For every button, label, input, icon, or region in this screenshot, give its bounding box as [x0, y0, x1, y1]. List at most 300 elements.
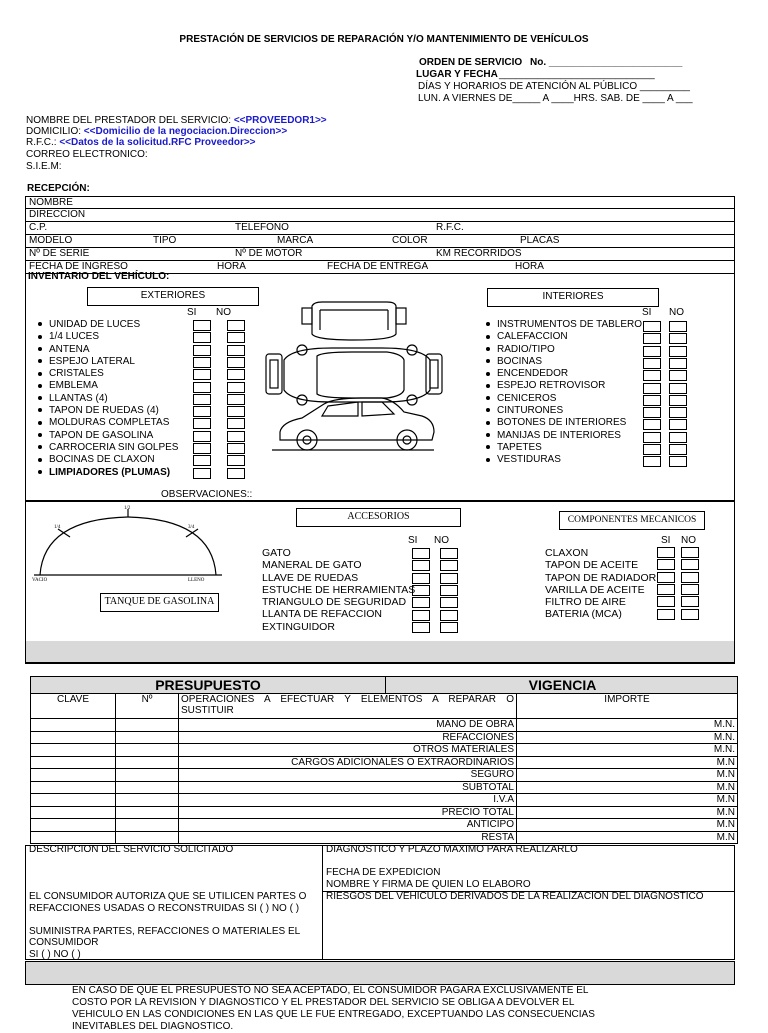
horario-lun-vie: LUN. A VIERNES DE_____ A ____HRS. SAB. DE ____ A ___: [418, 93, 693, 104]
interiores-list: [486, 319, 642, 467]
clave-cell[interactable]: [31, 831, 116, 844]
list-item: [38, 331, 178, 343]
bullet-icon: [38, 433, 42, 437]
checkbox-no[interactable]: [669, 395, 687, 406]
exteriores-si-label: SI: [187, 307, 197, 318]
fuel-gauge-icon: [28, 505, 228, 587]
provider-correo-label: CORREO ELECTRONICO:: [26, 149, 148, 160]
list-item: [38, 380, 178, 392]
checkbox-no[interactable]: [669, 333, 687, 344]
accesorios-list: [262, 547, 415, 633]
descripcion-label: DESCRIPCION DEL SERVICIO SOLICITADO: [29, 844, 234, 855]
reception-nombre-label: NOMBRE: [29, 197, 73, 208]
bullet-icon: [486, 359, 490, 363]
clave-cell[interactable]: [31, 769, 116, 782]
presupuesto-row: [31, 831, 738, 844]
gauge-vacio-label: VACIO: [32, 578, 48, 583]
bullet-icon: [486, 421, 490, 425]
presupuesto-row: [31, 819, 738, 832]
checkbox-no[interactable]: [227, 406, 245, 417]
checkbox-si[interactable]: [643, 383, 661, 394]
list-item-label: MOLDURAS COMPLETAS: [49, 417, 170, 429]
list-item: [486, 368, 642, 380]
checkbox-si[interactable]: [657, 559, 675, 570]
list-item: [38, 405, 178, 417]
checkbox-no[interactable]: [669, 432, 687, 443]
checkbox-no[interactable]: [669, 346, 687, 357]
bullet-icon: [486, 433, 490, 437]
reception-marca-label: MARCA: [277, 235, 314, 246]
list-item-label: 1/4 LUCES: [49, 331, 100, 343]
reception-telefono-label: TELEFONO: [235, 222, 289, 233]
reception-fecha-entrega-label: FECHA DE ENTREGA: [327, 261, 429, 272]
presupuesto-row: [31, 769, 738, 782]
checkbox-no[interactable]: [227, 357, 245, 368]
list-item-label: TRIANGULO DE SEGURIDAD: [262, 596, 407, 609]
checkbox-si[interactable]: [657, 609, 675, 620]
reception-row-direccion: [25, 209, 735, 222]
concept-label: SEGURO: [179, 769, 517, 782]
list-item: [545, 584, 656, 596]
tanque-gasolina-label: TANQUE DE GASOLINA: [100, 593, 219, 612]
provider-name-value: <<PROVEEDOR1>>: [233, 115, 327, 126]
num-cell[interactable]: [116, 819, 179, 832]
list-item-label: CINTURONES: [497, 405, 564, 417]
accesorios-header: ACCESORIOS: [296, 508, 461, 527]
concept-label: RESTA: [179, 831, 517, 844]
concept-label: ANTICIPO: [179, 819, 517, 832]
importe-header: IMPORTE: [517, 694, 738, 719]
concept-label: OTROS MATERIALES: [179, 744, 517, 757]
checkbox-si[interactable]: [643, 456, 661, 467]
bullet-icon: [38, 445, 42, 449]
checkbox-si[interactable]: [193, 418, 211, 429]
checkbox-no[interactable]: [681, 584, 699, 595]
list-item: [486, 331, 642, 343]
num-cell[interactable]: [116, 719, 179, 732]
list-item-label: TAPON DE RUEDAS (4): [49, 405, 159, 417]
list-item-label: RADIO/TIPO: [497, 343, 555, 355]
bottom-divider: [322, 845, 323, 960]
checkbox-no[interactable]: [440, 573, 458, 584]
observaciones-label: OBSERVACIONES::: [161, 489, 253, 500]
list-item: [38, 356, 178, 368]
operaciones-header: OPERACIONES A EFECTUAR Y ELEMENTOS A REPARAR O SUSTITUIR: [179, 694, 517, 719]
gauge-q3-label: 3/4: [188, 525, 195, 530]
final-text-line4: INEVITABLES DEL DIAGNOSTICO.: [72, 1021, 234, 1032]
list-item: [262, 596, 415, 608]
importe-unit: M.N.: [517, 744, 738, 757]
bullet-icon: [38, 372, 42, 376]
gray-band-2: [25, 961, 735, 985]
reception-km-label: KM RECORRIDOS: [436, 248, 522, 259]
list-item: [486, 393, 642, 405]
presupuesto-head-row: [31, 694, 738, 719]
list-item-label: INSTRUMENTOS DE TABLERO: [497, 319, 643, 330]
checkbox-si[interactable]: [193, 394, 211, 405]
clave-cell[interactable]: [31, 806, 116, 819]
checkbox-no[interactable]: [669, 456, 687, 467]
checkbox-no[interactable]: [681, 572, 699, 583]
list-item-label: BOCINAS: [497, 355, 543, 367]
list-item-label: EMBLEMA: [49, 380, 98, 392]
checkbox-no[interactable]: [669, 407, 687, 418]
num-cell[interactable]: [116, 831, 179, 844]
clave-cell[interactable]: [31, 756, 116, 769]
checkbox-no[interactable]: [669, 358, 687, 369]
list-item: [486, 405, 642, 417]
list-item: [262, 608, 415, 620]
checkbox-no[interactable]: [227, 455, 245, 466]
list-item: [486, 417, 642, 429]
checkbox-no[interactable]: [227, 418, 245, 429]
importe-unit: M.N.: [517, 719, 738, 732]
num-cell[interactable]: [116, 756, 179, 769]
checkbox-si[interactable]: [193, 455, 211, 466]
list-item: [262, 572, 415, 584]
clave-cell[interactable]: [31, 731, 116, 744]
provider-siem-label: S.I.E.M:: [26, 161, 62, 172]
list-item: [486, 442, 642, 454]
checkbox-si[interactable]: [193, 357, 211, 368]
checkbox-si[interactable]: [643, 370, 661, 381]
checkbox-no[interactable]: [227, 332, 245, 343]
list-item-label: MANIJAS DE INTERIORES: [497, 429, 621, 441]
list-item: [38, 430, 178, 442]
gauge-q1-label: 1/4: [54, 525, 61, 530]
page-title: PRESTACIÓN DE SERVICIOS DE REPARACIÓN Y/O MANTENIMIENTO DE VEHÍCULOS: [179, 34, 589, 45]
list-item-label: CRISTALES: [49, 368, 104, 380]
reception-modelo-label: MODELO: [29, 235, 73, 246]
componentes-no-label: NO: [681, 535, 696, 546]
list-item-label: ESTUCHE DE HERRAMIENTAS: [262, 583, 416, 596]
importe-unit: M.N: [517, 819, 738, 832]
list-item-label: CLAXON: [545, 547, 589, 559]
bullet-icon: [486, 322, 490, 326]
checkbox-si[interactable]: [657, 596, 675, 607]
exteriores-no-label: NO: [216, 307, 231, 318]
list-item-label: VESTIDURAS: [497, 454, 561, 466]
checkbox-si[interactable]: [193, 406, 211, 417]
reception-serie-label: Nº DE SERIE: [29, 248, 90, 259]
list-item: [38, 344, 178, 356]
provider-rfc-row: [26, 137, 256, 149]
suministra-line3: SI ( ) NO ( ): [29, 949, 81, 960]
checkbox-si[interactable]: [657, 584, 675, 595]
bullet-icon: [38, 408, 42, 412]
checkbox-no[interactable]: [669, 321, 687, 332]
concept-label: PRECIO TOTAL: [179, 806, 517, 819]
final-text-line1: EN CASO DE QUE EL PRESUPUESTO NO SEA ACEPTADO, EL CONSUMIDOR PAGARA EXCLUSIVAMENTE EL: [72, 985, 589, 996]
clave-cell[interactable]: [31, 781, 116, 794]
list-item-label: LIMPIADORES (PLUMAS): [49, 466, 171, 478]
list-item-label: TAPON DE ACEITE: [545, 559, 639, 572]
bullet-icon: [486, 396, 490, 400]
checkbox-si[interactable]: [643, 432, 661, 443]
list-item: [545, 596, 656, 608]
inventory-title: INVENTARIO DEL VEHÍCULO:: [28, 271, 170, 282]
list-item: [545, 608, 656, 620]
checkbox-si[interactable]: [657, 572, 675, 583]
checkbox-si[interactable]: [657, 547, 675, 558]
bullet-icon: [486, 458, 490, 462]
num-cell[interactable]: [116, 794, 179, 807]
list-item: [545, 559, 656, 571]
list-item: [545, 547, 656, 559]
importe-unit: M.N: [517, 756, 738, 769]
list-item-label: ENCENDEDOR: [497, 368, 569, 380]
checkbox-no[interactable]: [669, 370, 687, 381]
nombre-firma-label: NOMBRE Y FIRMA DE QUIEN LO ELABORO: [326, 879, 531, 890]
reception-direccion-label: DIRECCION: [29, 209, 86, 220]
list-item: [486, 344, 642, 356]
list-item-label: BOCINAS DE CLAXON: [49, 454, 155, 466]
interiores-header: INTERIORES: [487, 288, 659, 307]
final-text-line3: VEHICULO EN LAS CONDICIONES EN LAS QUE LE FUE ENTREGADO, EXCEPTUANDO LAS CONSECUENCIAS: [72, 1009, 595, 1020]
accesorios-no-label: NO: [434, 535, 449, 546]
checkbox-no[interactable]: [669, 444, 687, 455]
checkbox-no[interactable]: [440, 597, 458, 608]
concept-label: I.V.A: [179, 794, 517, 807]
reception-row-serie: [25, 248, 735, 261]
bullet-icon: [486, 445, 490, 449]
checkbox-si[interactable]: [643, 419, 661, 430]
checkbox-si[interactable]: [193, 468, 211, 479]
gauge-lleno-label: LLENO: [188, 578, 205, 583]
list-item: [38, 393, 178, 405]
checkbox-si[interactable]: [193, 345, 211, 356]
list-item: [38, 442, 178, 454]
lugar-fecha-line: ____________________________: [499, 69, 655, 80]
checkbox-si[interactable]: [643, 358, 661, 369]
num-cell[interactable]: [116, 806, 179, 819]
presupuesto-table: [30, 693, 738, 844]
list-item-label: ESPEJO LATERAL: [49, 355, 135, 367]
presupuesto-row: [31, 781, 738, 794]
clave-cell[interactable]: [31, 819, 116, 832]
importe-unit: M.N: [517, 769, 738, 782]
checkbox-no[interactable]: [227, 468, 245, 479]
list-item-label: CARROCERIA SIN GOLPES: [49, 441, 179, 453]
checkbox-no[interactable]: [669, 419, 687, 430]
bullet-icon: [486, 384, 490, 388]
provider-rfc-value: <<Datos de la solicitud.RFC Proveedor>>: [59, 137, 256, 148]
reception-fecha-ingreso-label: FECHA DE INGRESO: [29, 261, 128, 272]
gauge-half-label: 1/2: [124, 506, 131, 511]
num-cell[interactable]: [116, 769, 179, 782]
bullet-icon: [38, 335, 42, 339]
suministra-line1: SUMINISTRA PARTES, REFACCIONES O MATERIALES EL: [29, 926, 301, 937]
list-item-label: TAPON DE RADIADOR: [545, 571, 657, 584]
bullet-icon: [486, 347, 490, 351]
checkbox-si[interactable]: [643, 407, 661, 418]
list-item: [38, 319, 178, 331]
checkbox-no[interactable]: [227, 369, 245, 380]
list-item: [262, 621, 415, 633]
list-item-label: LLAVE DE RUEDAS: [262, 571, 359, 584]
dias-horarios: DÍAS Y HORARIOS DE ATENCIÓN AL PÚBLICO _________: [418, 81, 690, 92]
bullet-icon: [38, 322, 42, 326]
checkbox-no[interactable]: [227, 320, 245, 331]
provider-domicilio-value: <<Domicilio de la negociacion.Direccion>>: [83, 126, 288, 137]
reception-motor-label: Nº DE MOTOR: [235, 248, 303, 259]
checkbox-no[interactable]: [681, 547, 699, 558]
list-item-label: LLANTAS (4): [49, 392, 108, 404]
presupuesto-row: [31, 731, 738, 744]
checkbox-si[interactable]: [193, 320, 211, 331]
bullet-icon: [38, 384, 42, 388]
riesgos-label: RIESGOS DEL VEHICULO DERIVADOS DE LA REALIZACION DEL DIAGNOSTICO: [326, 891, 704, 902]
checkbox-no[interactable]: [681, 609, 699, 620]
list-item: [38, 454, 178, 466]
exteriores-list: [38, 319, 178, 479]
list-item-label: UNIDAD DE LUCES: [49, 319, 141, 330]
car-diagram-icon: [262, 300, 442, 455]
checkbox-no[interactable]: [440, 548, 458, 559]
reception-placas-label: PLACAS: [520, 235, 560, 246]
presupuesto-header-bar: [30, 676, 738, 694]
importe-unit: M.N: [517, 806, 738, 819]
reception-color-label: COLOR: [392, 235, 428, 246]
checkbox-no[interactable]: [227, 382, 245, 393]
checkbox-si[interactable]: [412, 610, 430, 621]
reception-cp-label: C.P.: [29, 222, 48, 233]
list-item-label: EXTINGUIDOR: [262, 620, 335, 633]
exteriores-header: EXTERIORES: [87, 287, 259, 306]
bullet-icon: [38, 396, 42, 400]
clave-header: CLAVE: [31, 694, 116, 719]
checkbox-no[interactable]: [440, 560, 458, 571]
checkbox-si[interactable]: [412, 597, 430, 608]
fecha-expedicion-label: FECHA DE EXPEDICION: [326, 867, 441, 878]
final-text-line2: COSTO POR LA REVISION Y DIAGNOSTICO Y EL PRESTADOR DEL SERVICIO SE OBLIGA A DEVOLVER EL: [72, 997, 575, 1008]
list-item-label: TAPON DE GASOLINA: [49, 429, 154, 441]
checkbox-si[interactable]: [193, 382, 211, 393]
clave-cell[interactable]: [31, 794, 116, 807]
provider-domicilio-label: DOMICILIO:: [26, 126, 82, 137]
bullet-icon: [486, 335, 490, 339]
checkbox-si[interactable]: [193, 431, 211, 442]
presupuesto-row: [31, 794, 738, 807]
list-item-label: TAPETES: [497, 441, 542, 453]
checkbox-si[interactable]: [643, 333, 661, 344]
checkbox-no[interactable]: [227, 345, 245, 356]
checkbox-no[interactable]: [440, 622, 458, 633]
reception-rfc-label: R.F.C.: [436, 222, 464, 233]
autoriza-line2: REFACCIONES USADAS O RECONSTRUIDAS SI ( ) NO ( ): [29, 903, 300, 914]
presupuesto-row: [31, 806, 738, 819]
concept-label: MANO DE OBRA: [179, 719, 517, 732]
list-item-label: BOTONES DE INTERIORES: [497, 417, 627, 429]
checkbox-no[interactable]: [227, 394, 245, 405]
provider-rfc-label: R.F.C.:: [26, 137, 57, 148]
list-item: [38, 417, 178, 429]
presupuesto-row: [31, 744, 738, 757]
num-cell[interactable]: [116, 781, 179, 794]
concept-label: SUBTOTAL: [179, 781, 517, 794]
checkbox-si[interactable]: [412, 585, 430, 596]
checkbox-si[interactable]: [412, 560, 430, 571]
checkbox-si[interactable]: [643, 346, 661, 357]
interiores-si-label: SI: [642, 307, 652, 318]
list-item-label: CALEFACCION: [497, 331, 568, 343]
checkbox-si[interactable]: [643, 395, 661, 406]
checkbox-si[interactable]: [412, 622, 430, 633]
list-item: [38, 467, 178, 479]
list-item: [486, 430, 642, 442]
diagnostico-label: DIAGNOSTICO Y PLAZO MAXIMO PARA REALIZARLO: [326, 844, 578, 855]
orden-servicio-label: ORDEN DE SERVICIO: [419, 57, 523, 68]
list-item-label: GATO: [262, 547, 291, 559]
checkbox-si[interactable]: [412, 573, 430, 584]
list-item-label: CENICEROS: [497, 392, 557, 404]
reception-row-nombre: [25, 196, 735, 209]
checkbox-no[interactable]: [440, 585, 458, 596]
componentes-header: COMPONENTES MECANICOS: [559, 511, 705, 530]
num-cell[interactable]: [116, 744, 179, 757]
checkbox-si[interactable]: [193, 443, 211, 454]
importe-unit: M.N: [517, 781, 738, 794]
checkbox-si[interactable]: [193, 369, 211, 380]
importe-unit: M.N: [517, 831, 738, 844]
reception-row-cp: [25, 222, 735, 235]
reception-row-modelo: [25, 235, 735, 248]
checkbox-si[interactable]: [193, 332, 211, 343]
checkbox-no[interactable]: [681, 596, 699, 607]
list-item: [545, 572, 656, 584]
checkbox-no[interactable]: [669, 383, 687, 394]
interiores-no-label: NO: [669, 307, 684, 318]
bullet-icon: [38, 470, 42, 474]
provider-name-label: NOMBRE DEL PRESTADOR DEL SERVICIO:: [26, 115, 232, 126]
autoriza-line1: EL CONSUMIDOR AUTORIZA QUE SE UTILICEN PARTES O: [29, 891, 307, 902]
clave-cell[interactable]: [31, 719, 116, 732]
suministra-line2: CONSUMIDOR: [29, 937, 99, 948]
bullet-icon: [38, 458, 42, 462]
list-item-label: MANERAL DE GATO: [262, 559, 362, 572]
list-item: [262, 547, 415, 559]
list-item-label: VARILLA DE ACEITE: [545, 583, 645, 596]
list-item-label: ANTENA: [49, 343, 90, 355]
bullet-icon: [486, 372, 490, 376]
clave-cell[interactable]: [31, 744, 116, 757]
list-item: [486, 380, 642, 392]
checkbox-si[interactable]: [643, 444, 661, 455]
num-header: Nº: [116, 694, 179, 719]
list-item-label: ESPEJO RETROVISOR: [497, 380, 606, 392]
presupuesto-title: PRESUPUESTO: [155, 677, 261, 693]
list-item: [486, 356, 642, 368]
num-cell[interactable]: [116, 731, 179, 744]
checkbox-si[interactable]: [643, 321, 661, 332]
bullet-icon: [38, 347, 42, 351]
checkbox-no[interactable]: [681, 559, 699, 570]
checkbox-no[interactable]: [227, 431, 245, 442]
importe-unit: M.N: [517, 794, 738, 807]
checkbox-no[interactable]: [227, 443, 245, 454]
list-item: [262, 584, 415, 596]
bullet-icon: [486, 408, 490, 412]
componentes-si-label: SI: [661, 535, 671, 546]
reception-tipo-label: TIPO: [153, 235, 177, 246]
list-item: [486, 319, 642, 331]
concept-label: CARGOS ADICIONALES O EXTRAORDINARIOS: [179, 756, 517, 769]
list-item-label: LLANTA DE REFACCION: [262, 608, 383, 621]
checkbox-si[interactable]: [412, 548, 430, 559]
checkbox-no[interactable]: [440, 610, 458, 621]
gray-band-1: [25, 641, 735, 663]
list-item: [38, 368, 178, 380]
